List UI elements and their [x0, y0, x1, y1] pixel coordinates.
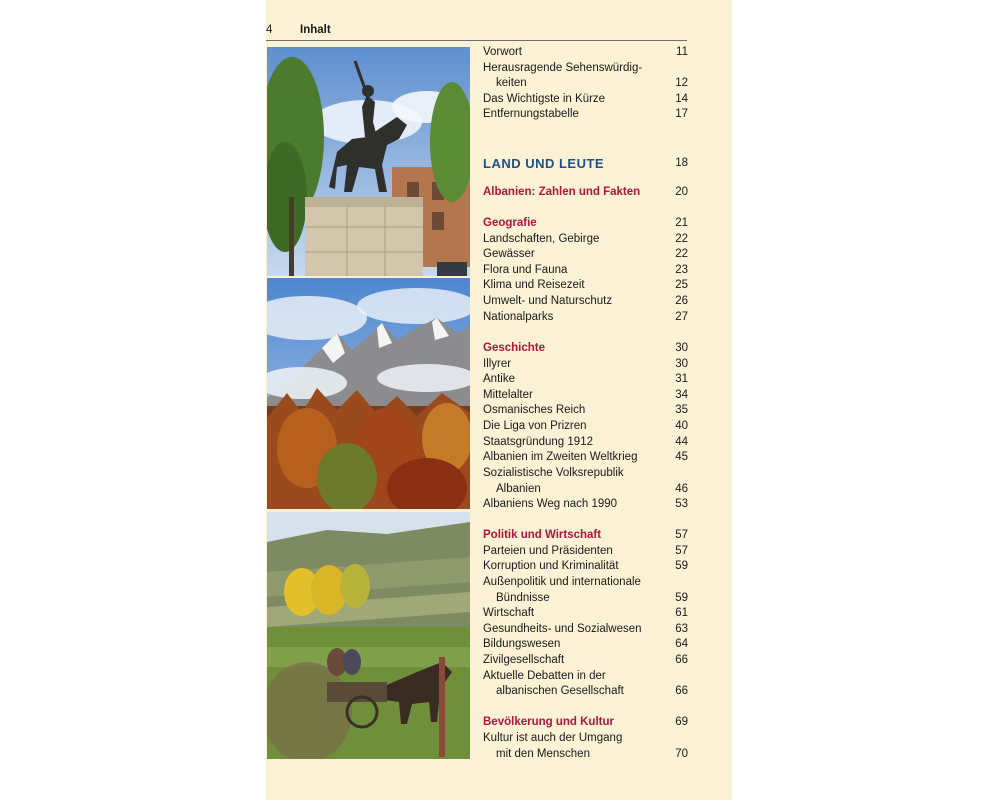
section-title: Inhalt — [300, 24, 331, 36]
page-number: 4 — [266, 24, 273, 36]
photo-equestrian-statue — [267, 47, 470, 276]
photo-rural-horse-cart — [267, 512, 470, 759]
page-header — [266, 24, 687, 41]
photo-mountain-landscape — [267, 278, 470, 509]
